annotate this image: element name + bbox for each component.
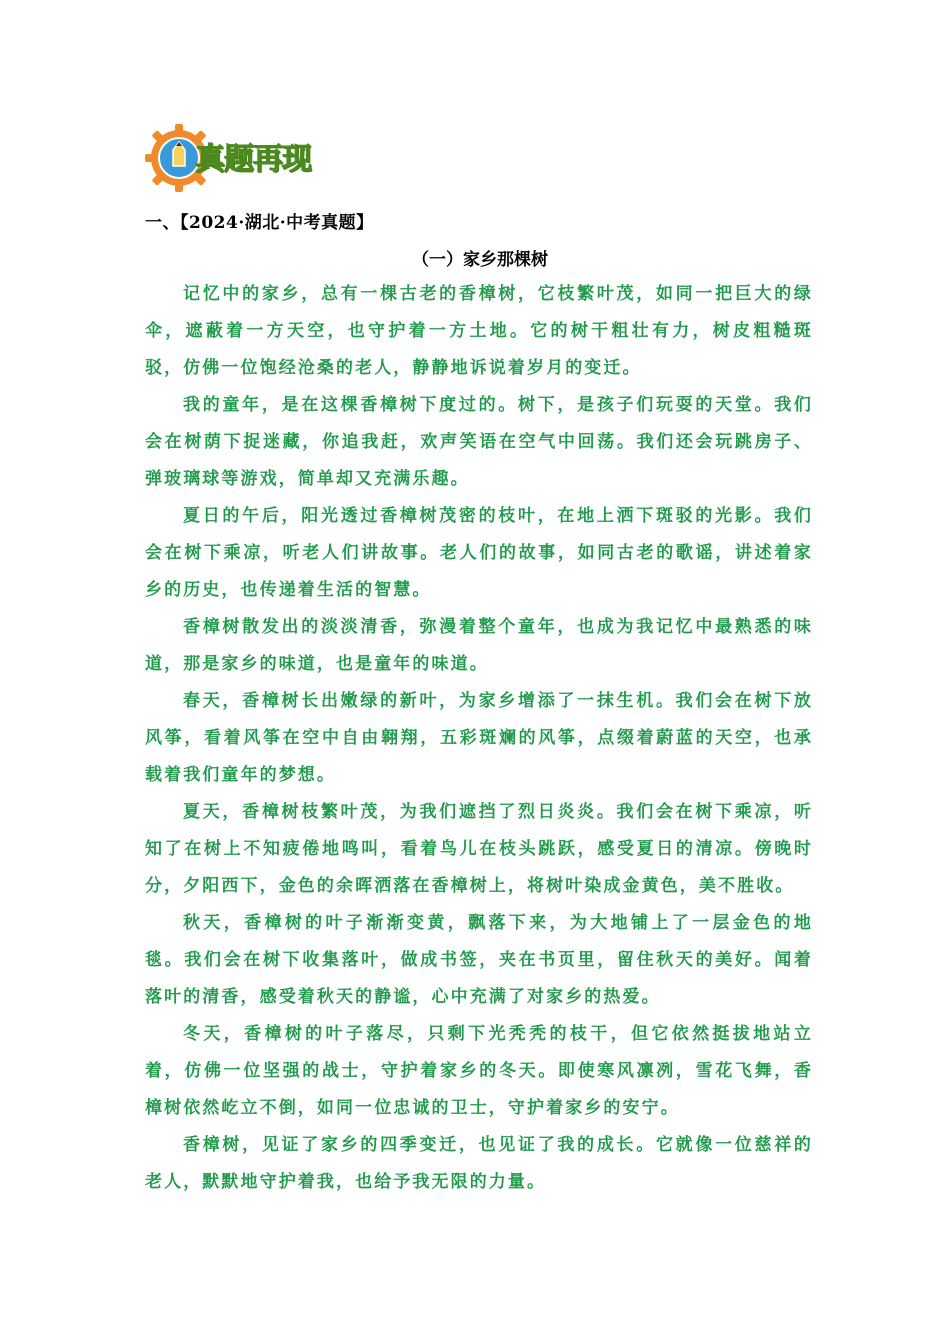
paragraph: 香樟树散发出的淡淡清香，弥漫着整个童年，也成为我记忆中最熟悉的味道，那是家乡的味道，也是童年的味道。 (145, 617, 813, 674)
paragraph: 香樟树，见证了家乡的四季变迁，也见证了我的成长。它就像一位慈祥的老人，默默地守护着我，也给予我无限的力量。 (145, 1135, 813, 1192)
paragraph: 秋天，香樟树的叶子渐渐变黄，飘落下来，为大地铺上了一层金色的地毯。我们会在树下收集落叶，做成书签，夹在书页里，留住秋天的美好。闻着落叶的清香，感受着秋天的静谧，心中充满了对家乡的热爱。 (145, 913, 813, 1007)
paragraph: 我的童年，是在这棵香樟树下度过的。树下，是孩子们玩耍的天堂。我们会在树荫下捉迷藏，你追我赶，欢声笑语在空气中回荡。我们还会玩跳房子、弹玻璃球等游戏，简单却又充满乐趣。 (145, 395, 813, 489)
paragraph: 春天，香樟树长出嫩绿的新叶，为家乡增添了一抹生机。我们会在树下放风筝，看着风筝在空中自由翱翔，五彩斑斓的风筝，点缀着蔚蓝的天空，也承载着我们童年的梦想。 (145, 691, 813, 785)
section-logo (145, 122, 335, 194)
paragraph: 夏日的午后，阳光透过香樟树茂密的枝叶，在地上洒下斑驳的光影。我们会在树下乘凉，听老人们讲故事。老人们的故事，如同古老的歌谣，讲述着家乡的历史，也传递着生活的智慧。 (145, 506, 813, 600)
paragraph: 记忆中的家乡，总有一棵古老的香樟树，它枝繁叶茂，如同一把巨大的绿伞，遮蔽着一方天空，也守护着一方土地。它的树干粗壮有力，树皮粗糙斑驳，仿佛一位饱经沧桑的老人，静静地诉说着岁月的变迁。 (145, 284, 813, 378)
article-title: （一）家乡那棵树 (412, 250, 548, 270)
paragraph: 冬天，香樟树的叶子落尽，只剩下光秃秃的枝干，但它依然挺拔地站立着，仿佛一位坚强的战士，守护着家乡的冬天。即使寒风凛冽，雪花飞舞，香樟树依然屹立不倒，如同一位忠诚的卫士，守护着家乡的安宁。 (145, 1024, 813, 1118)
question-heading: 一、【2024·湖北·中考真题】 (145, 213, 374, 233)
article-body (145, 276, 813, 1201)
paragraph: 夏天，香樟树枝繁叶茂，为我们遮挡了烈日炎炎。我们会在树下乘凉，听知了在树上不知疲倦地鸣叫，看着鸟儿在枝头跳跃，感受夏日的清凉。傍晚时分，夕阳西下，金色的余晖洒落在香樟树上，将树叶染成金黄色，美不胜收。 (145, 802, 813, 896)
logo-text: 真题再现 (195, 142, 311, 177)
